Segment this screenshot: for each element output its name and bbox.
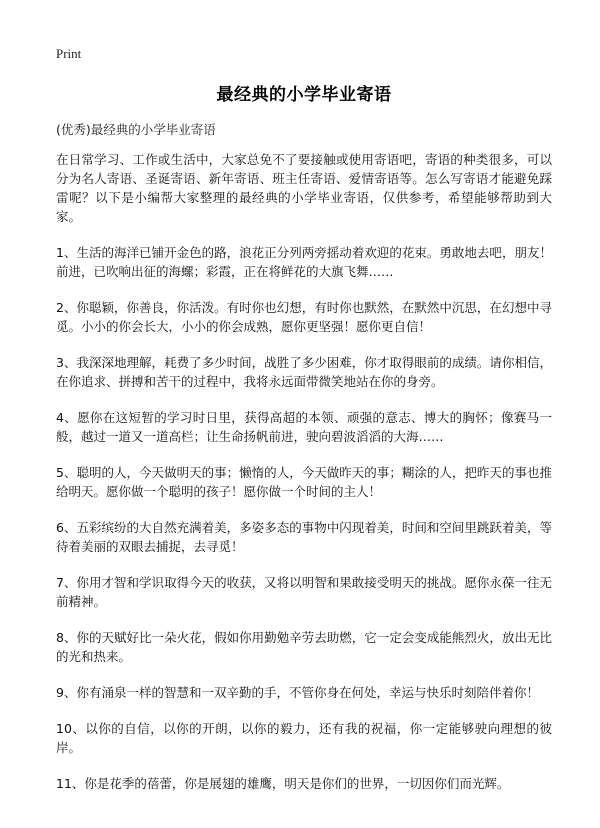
message-item-1: 1、生活的海洋已铺开金色的路，浪花正分列两旁摇动着欢迎的花束。勇敢地去吧，朋友！前进，已吹响出征的海螺；彩霞，正在将鲜花的大旗飞舞…… (56, 245, 552, 279)
message-item-7: 7、你用才智和学识取得今天的收获，又将以明智和果敢接受明天的挑战。愿你永葆一往无前精神。 (56, 575, 552, 609)
message-item-3: 3、我深深地理解，耗费了多少时间，战胜了多少困难，你才取得眼前的成绩。请你相信，在你追求、拼搏和苦干的过程中，我将永远面带微笑地站在你的身旁。 (56, 355, 552, 389)
message-item-11: 11、你是花季的蓓蕾，你是展翅的雄鹰，明天是你们的世界，一切因你们而光辉。 (56, 776, 510, 791)
message-item-9: 9、你有涌泉一样的智慧和一双辛勤的手，不管你身在何处，幸运与快乐时刻陪伴着你！ (56, 685, 539, 700)
print-link[interactable]: Print (56, 46, 82, 61)
message-item-6: 6、五彩缤纷的大自然充满着美，多姿多态的事物中闪现着美，时间和空间里跳跃着美，等待着美丽的双眼去捕捉，去寻觅！ (56, 520, 552, 554)
message-item-4: 4、愿你在这短暂的学习时日里，获得高超的本领、顽强的意志、博大的胸怀；像赛马一般，越过一道又一道高栏；让生命扬帆前进，驶向碧波滔滔的大海…… (56, 410, 552, 444)
document-title: 最经典的小学毕业寄语 (216, 85, 392, 105)
document-subtitle: (优秀)最经典的小学毕业寄语 (56, 122, 216, 137)
message-item-5: 5、聪明的人，今天做明天的事；懒惰的人，今天做昨天的事；糊涂的人，把昨天的事也推给明天。愿你做一个聪明的孩子！愿你做一个时间的主人！ (56, 465, 552, 499)
document-body (56, 150, 552, 810)
intro-paragraph: 在日常学习、工作或生活中，大家总免不了要接触或使用寄语吧，寄语的种类很多，可以分为名人寄语、圣诞寄语、新年寄语、班主任寄语、爱情寄语等。怎么写寄语才能避免踩雷呢？以下是小编帮大家整理的最经典的小学毕业寄语，仅供参考，希望能够帮助到大家。 (56, 152, 552, 224)
message-item-10: 10、以你的自信，以你的开朗，以你的毅力，还有我的祝福，你一定能够驶向理想的彼岸。 (56, 721, 552, 755)
message-item-2: 2、你聪颖，你善良，你活泼。有时你也幻想，有时你也默然，在默然中沉思，在幻想中寻觅。小小的你会长大，小小的你会成熟，愿你更坚强！愿你更自信！ (56, 300, 552, 334)
message-item-8: 8、你的天赋好比一朵火花，假如你用勤勉辛劳去助燃，它一定会变成能熊烈火，放出无比的光和热来。 (56, 630, 552, 664)
